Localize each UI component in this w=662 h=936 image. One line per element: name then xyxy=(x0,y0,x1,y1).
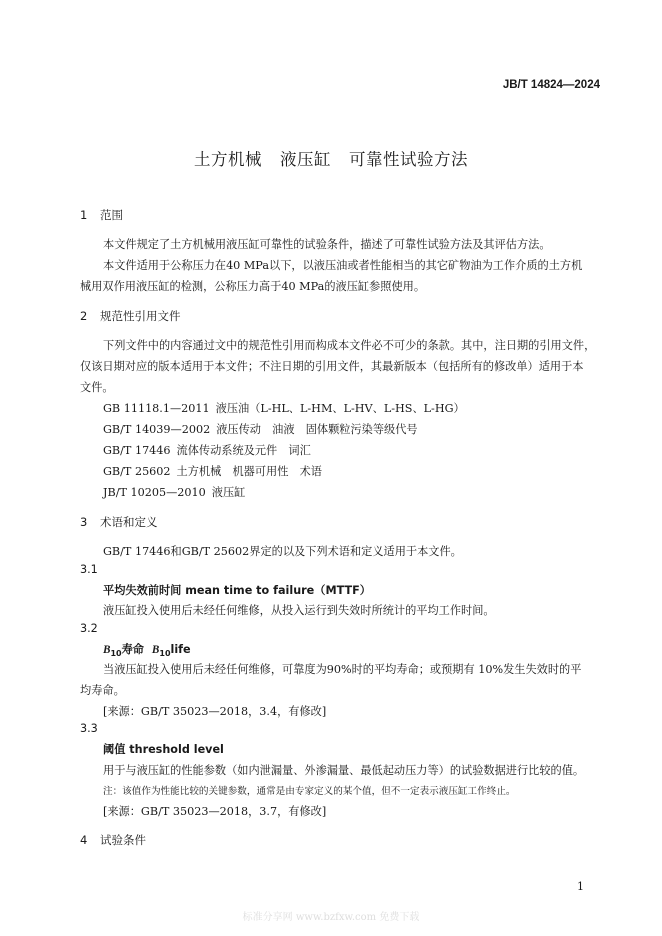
reference-title: 液压缸 xyxy=(211,486,246,499)
term-note: 注：该值作为性能比较的关键参数，通常是由专家定义的某个值，但不一定表示液压缸工作终止。 xyxy=(103,786,516,797)
term-title xyxy=(103,641,191,658)
term-en: life xyxy=(170,643,191,656)
section-4-heading xyxy=(80,832,146,848)
reference-code: GB/T 25602 xyxy=(103,465,171,478)
term-definition-line-2: 均寿命。 xyxy=(80,684,125,697)
term-symbol-subscript: 10 xyxy=(110,649,122,659)
reference-item xyxy=(103,463,322,479)
reference-title: 土方机械 机器可用性 术语 xyxy=(176,465,322,478)
section-2-para-line-3: 文件。 xyxy=(80,381,114,394)
title-part-2: 液压缸 xyxy=(280,150,331,169)
section-2-para-line-2: 仅该日期对应的版本适用于本文件；不注日期的引用文件，其最新版本（包括所有的修改单）适用于本 xyxy=(80,360,584,373)
page-number: 1 xyxy=(577,880,584,893)
section-title: 术语和定义 xyxy=(100,515,158,529)
section-3-heading xyxy=(80,514,158,530)
section-title: 试验条件 xyxy=(100,833,146,847)
reference-item xyxy=(103,400,465,416)
reference-code: JB/T 10205—2010 xyxy=(103,486,206,499)
term-cn: 寿命 xyxy=(121,643,144,656)
term-definition-line-1: 当液压缸投入使用后未经任何维修，可靠度为90%时的平均寿命；或预期有 10%发生失效时的平 xyxy=(103,663,582,676)
term-symbol: B xyxy=(103,644,111,656)
term-definition: 用于与液压缸的性能参数（如内泄漏量、外渗漏量、最低起动压力等）的试验数据进行比较的值。 xyxy=(103,764,585,777)
reference-code: GB/T 17446 xyxy=(103,444,171,457)
reference-item xyxy=(103,421,418,437)
reference-code: GB 11118.1—2011 xyxy=(103,402,210,415)
reference-title: 流体传动系统及元件 词汇 xyxy=(176,444,311,457)
section-number: 1 xyxy=(80,208,88,222)
term-symbol: B xyxy=(151,644,160,656)
term-definition: 液压缸投入使用后未经任何维修，从投入运行到失效时所统计的平均工作时间。 xyxy=(103,604,495,617)
term-number: 3.3 xyxy=(80,722,98,735)
section-1-heading xyxy=(80,207,123,223)
title-part-1: 土方机械 xyxy=(194,150,262,169)
term-source: [来源：GB/T 35023—2018，3.7，有修改] xyxy=(103,805,327,818)
reference-item xyxy=(103,484,245,500)
watermark: 标准分享网 www.bzfxw.com 免费下载 xyxy=(242,912,420,923)
reference-title: 液压油（L-HL、L-HM、L-HV、L-HS、L-HG） xyxy=(215,402,465,415)
section-3-intro: GB/T 17446和GB/T 25602界定的以及下列术语和定义适用于本文件。 xyxy=(103,545,462,558)
section-1-para-2-line-1: 本文件适用于公称压力在40 MPa以下，以液压油或者性能相当的其它矿物油为工作介质的土方机 xyxy=(103,259,583,272)
section-2-heading xyxy=(80,308,181,324)
term-title: 阈值 threshold level xyxy=(103,743,224,756)
term-symbol-subscript: 10 xyxy=(159,649,171,659)
section-title: 范围 xyxy=(100,208,123,222)
section-1-para-1: 本文件规定了土方机械用液压缸可靠性的试验条件，描述了可靠性试验方法及其评估方法。 xyxy=(103,238,551,251)
section-number: 2 xyxy=(80,309,88,323)
section-number: 3 xyxy=(80,515,88,529)
section-number: 4 xyxy=(80,833,88,847)
reference-item xyxy=(103,442,311,458)
term-number: 3.1 xyxy=(80,563,98,576)
term-title: 平均失效前时间 mean time to failure（MTTF） xyxy=(103,584,371,597)
standard-number: JB/T 14824—2024 xyxy=(502,79,600,91)
reference-code: GB/T 14039—2002 xyxy=(103,423,211,436)
title-part-3: 可靠性试验方法 xyxy=(349,150,468,169)
section-title: 规范性引用文件 xyxy=(100,309,181,323)
reference-title: 液压传动 油液 固体颗粒污染等级代号 xyxy=(216,423,418,436)
document-title xyxy=(0,146,662,170)
term-source: [来源：GB/T 35023—2018，3.4，有修改] xyxy=(103,705,327,718)
section-1-para-2-line-2: 械用双作用液压缸的检测，公称压力高于40 MPa的液压缸参照使用。 xyxy=(80,280,426,293)
term-number: 3.2 xyxy=(80,622,98,635)
section-2-para-line-1: 下列文件中的内容通过文中的规范性引用而构成本文件必不可少的条款。其中，注日期的引用文件， xyxy=(103,339,596,352)
